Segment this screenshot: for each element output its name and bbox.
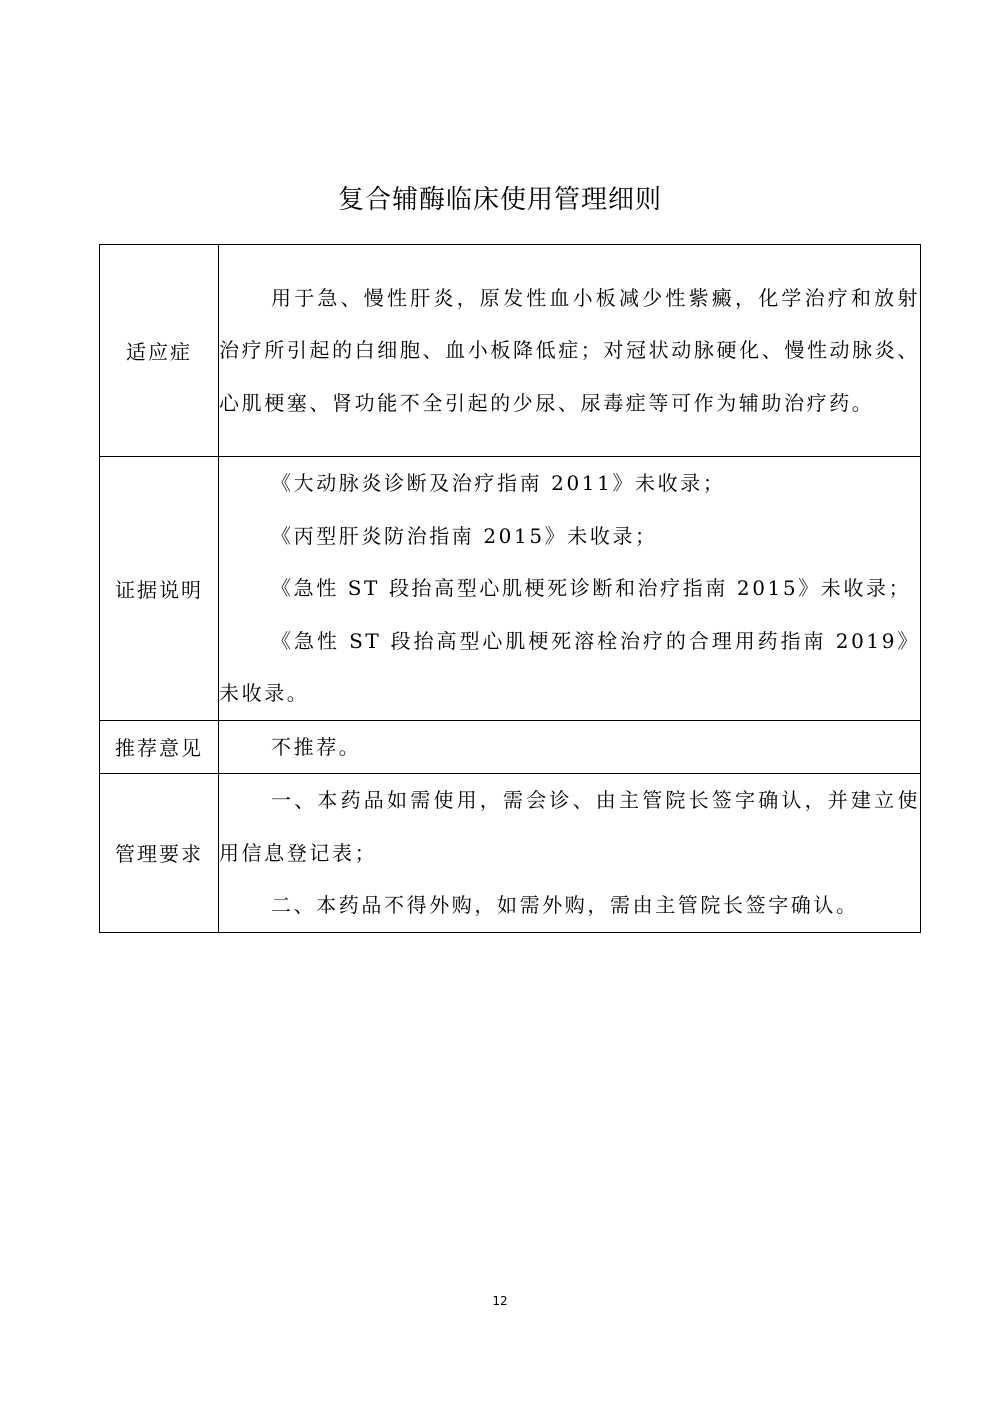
management-label: 管理要求 <box>100 774 219 933</box>
recommendation-paragraph: 不推荐。 <box>271 734 362 759</box>
page-number: 12 <box>492 1294 508 1308</box>
indications-paragraph: 用于急、慢性肝炎，原发性血小板减少性紫癜，化学治疗和放射治疗所引起的白细胞、血小板降低症；对冠状动脉硬化、慢性动脉炎、心肌梗塞、肾功能不全引起的少尿、尿毒症等可作为辅助治疗药。 <box>219 285 920 415</box>
recommendation-label: 推荐意见 <box>100 720 219 774</box>
table-row-management <box>100 774 921 933</box>
table-row-evidence <box>100 457 921 721</box>
document-title: 复合辅酶临床使用管理细则 <box>337 185 662 215</box>
indications-content <box>219 245 921 457</box>
evidence-paragraph: 《丙型肝炎防治指南 2015》未收录； <box>271 523 658 548</box>
evidence-paragraph: 《大动脉炎诊断及治疗指南 2011》未收录； <box>271 471 726 495</box>
management-content <box>219 774 921 933</box>
evidence-paragraph: 《急性 ST 段抬高型心肌梗死溶栓治疗的合理用药指南 2019》未收录。 <box>219 628 920 705</box>
management-paragraph: 二、本药品不得外购，如需外购，需由主管院长签字确认。 <box>271 893 859 917</box>
table-row-recommendation <box>100 720 921 774</box>
evidence-paragraph: 《急性 ST 段抬高型心肌梗死诊断和治疗指南 2015》未收录； <box>271 576 912 600</box>
evidence-content <box>219 457 921 721</box>
evidence-label: 证据说明 <box>100 457 219 721</box>
table-row-indications <box>100 245 921 457</box>
management-rules-table <box>99 244 921 933</box>
recommendation-content <box>219 720 921 774</box>
indications-label: 适应症 <box>100 245 219 457</box>
management-paragraph: 一、本药品如需使用，需会诊、由主管院长签字确认，并建立使用信息登记表； <box>219 788 920 865</box>
